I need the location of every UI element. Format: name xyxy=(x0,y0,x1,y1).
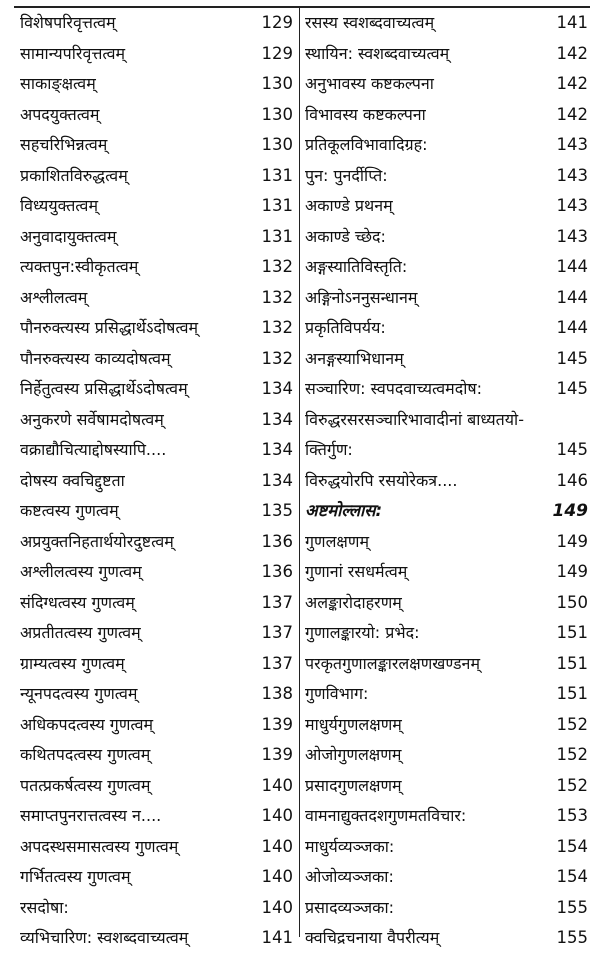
toc-entry-title: पौनरुक्त्यस्य काव्यदोषत्वम् xyxy=(20,348,171,368)
toc-entry-title: प्रतिकूलविभावादिग्रह: xyxy=(305,135,428,154)
toc-entry-title: प्रकृतिविपर्यय: xyxy=(305,318,386,337)
toc-entry-page-number: 143 xyxy=(556,196,588,215)
toc-entry xyxy=(305,100,588,131)
toc-entry-page-number: 142 xyxy=(556,43,588,63)
toc-entry-page-number: 155 xyxy=(556,897,588,917)
toc-entry-page-number: 149 xyxy=(552,501,588,521)
toc-entry-page-number: 136 xyxy=(261,562,293,581)
toc-entry xyxy=(305,557,588,588)
toc-entry-page-number: 144 xyxy=(556,318,588,337)
toc-entry xyxy=(20,313,293,344)
toc-entry-title: निर्हेतुत्वस्य प्रसिद्धार्थेऽदोषत्वम् xyxy=(20,379,188,398)
toc-entry-page-number: 141 xyxy=(556,13,588,32)
toc-entry-page-number: 143 xyxy=(556,226,588,246)
toc-entry xyxy=(20,374,293,405)
toc-entry xyxy=(20,771,293,802)
toc-entry-page-number: 140 xyxy=(261,867,293,886)
toc-left-column xyxy=(20,8,293,954)
toc-entry-page-number: 132 xyxy=(261,318,293,337)
toc-entry-title: अनुकरणे सर्वेषामदोषत्वम् xyxy=(20,409,164,429)
toc-entry-title: साकाङ्क्षत्वम् xyxy=(20,74,96,93)
toc-entry xyxy=(305,435,588,466)
toc-entry-page-number: 136 xyxy=(261,531,293,551)
toc-entry xyxy=(20,496,293,527)
toc-entry-title: अकाण्डे प्रथनम् xyxy=(305,196,393,215)
toc-entry xyxy=(305,466,588,497)
toc-entry xyxy=(20,130,293,161)
toc-entry-title: अप्रयुक्तनिहतार्थयोरदुष्टत्वम् xyxy=(20,531,174,551)
toc-entry-page-number: 129 xyxy=(261,13,293,32)
toc-entry xyxy=(305,710,588,741)
toc-entry-title: विध्ययुक्तत्वम् xyxy=(20,196,99,215)
toc-entry-title: अकाण्डे च्छेद: xyxy=(305,226,386,246)
toc-entry-page-number: 132 xyxy=(261,257,293,276)
toc-entry-title: ओजोगुणलक्षणम् xyxy=(305,745,402,764)
toc-entry-page-number: 143 xyxy=(556,165,588,185)
toc-entry-title: गर्भितत्वस्य गुणत्वम् xyxy=(20,867,131,886)
toc-entry xyxy=(305,588,588,619)
toc-entry-title: अनुवादायुक्तत्वम् xyxy=(20,226,117,246)
toc-entry-title: पतत्प्रकर्षत्वस्य गुणत्वम् xyxy=(20,775,151,795)
toc-entry-page-number: 135 xyxy=(261,501,293,520)
toc-entry xyxy=(20,344,293,375)
toc-entry-page-number: 141 xyxy=(261,928,293,947)
toc-entry-page-number: 140 xyxy=(261,806,293,825)
toc-entry-page-number: 140 xyxy=(261,897,293,917)
toc-entry-page-number: 130 xyxy=(261,74,293,93)
toc-entry-page-number: 134 xyxy=(261,470,293,490)
toc-entry-title: परकृतगुणालङ्कारलक्षणखण्डनम् xyxy=(305,653,481,673)
toc-entry-page-number: 151 xyxy=(556,623,588,642)
toc-entry-page-number: 137 xyxy=(261,592,293,612)
toc-entry-page-number: 155 xyxy=(556,928,588,947)
toc-entry-title: अङ्गस्यातिविस्तृति: xyxy=(305,257,408,276)
toc-entry-title: गुणलक्षणम् xyxy=(305,531,370,551)
toc-entry-title: रसस्य स्वशब्दवाच्यत्वम् xyxy=(305,13,435,32)
toc-entry xyxy=(20,283,293,314)
toc-entry-page-number: 137 xyxy=(261,653,293,673)
toc-entry-page-number: 132 xyxy=(261,287,293,307)
toc-entry xyxy=(305,69,588,100)
toc-entry xyxy=(305,771,588,802)
toc-entry xyxy=(20,679,293,710)
toc-entry-page-number: 142 xyxy=(556,74,588,93)
toc-entry-title: सामान्यपरिवृत्तत्वम् xyxy=(20,43,126,63)
toc-entry xyxy=(20,222,293,253)
toc-entry xyxy=(20,649,293,680)
toc-entry xyxy=(305,344,588,375)
toc-entry xyxy=(20,435,293,466)
column-divider xyxy=(299,8,300,937)
toc-entry xyxy=(20,923,293,954)
toc-entry xyxy=(305,283,588,314)
toc-entry-title: वक्राद्यौचित्याद्दोषस्यापि.... xyxy=(20,440,167,459)
toc-entry xyxy=(305,862,588,893)
toc-entry-page-number: 131 xyxy=(261,165,293,185)
toc-entry xyxy=(20,710,293,741)
toc-entry-page-number: 143 xyxy=(556,135,588,154)
toc-entry-page-number: 130 xyxy=(261,104,293,124)
toc-entry-title: समाप्तपुनरात्तत्वस्य न.... xyxy=(20,806,162,825)
toc-entry xyxy=(305,8,588,39)
toc-entry-title: ओजोव्यञ्जका: xyxy=(305,867,394,886)
toc-entry xyxy=(305,405,588,436)
toc-entry xyxy=(20,893,293,924)
toc-entry-title: माधुर्यगुणलक्षणम् xyxy=(305,714,402,734)
toc-entry xyxy=(20,191,293,222)
toc-entry xyxy=(20,39,293,70)
toc-entry-page-number: 150 xyxy=(556,592,588,612)
toc-entry-page-number: 144 xyxy=(556,287,588,307)
toc-entry xyxy=(305,740,588,771)
toc-entry-title: अनङ्गस्याभिधानम् xyxy=(305,348,404,368)
toc-entry xyxy=(20,405,293,436)
toc-entry xyxy=(305,923,588,954)
toc-entry-page-number: 129 xyxy=(261,43,293,63)
toc-entry-page-number: 137 xyxy=(261,623,293,642)
toc-entry xyxy=(305,130,588,161)
toc-entry-title: प्रसादव्यञ्जका: xyxy=(305,897,395,917)
toc-right-column xyxy=(305,8,588,954)
toc-entry xyxy=(20,527,293,558)
toc-entry-title: अप्रतीतत्वस्य गुणत्वम् xyxy=(20,623,141,642)
toc-entry-title: रसदोषा: xyxy=(20,897,69,917)
toc-entry-title: गुणालङ्कारयो: प्रभेद: xyxy=(305,623,420,642)
toc-entry-title: संदिग्धत्वस्य गुणत्वम् xyxy=(20,592,135,612)
toc-entry xyxy=(20,832,293,863)
toc-entry xyxy=(305,39,588,70)
toc-entry-page-number: 132 xyxy=(261,348,293,368)
toc-entry-page-number: 142 xyxy=(556,104,588,124)
toc-entry-title: गुणविभाग: xyxy=(305,684,369,703)
toc-entry-page-number: 131 xyxy=(261,226,293,246)
toc-entry xyxy=(305,618,588,649)
toc-entry-title: त्यक्तपुन:स्वीकृतत्वम् xyxy=(20,257,139,276)
toc-entry-title: अपदयुक्तत्वम् xyxy=(20,104,100,124)
toc-entry-page-number: 131 xyxy=(261,196,293,215)
toc-entry-title: अपदस्थसमासत्वस्य गुणत्वम् xyxy=(20,836,179,856)
toc-entry-page-number: 145 xyxy=(556,348,588,368)
toc-entry-title: सहचरिभिन्नत्वम् xyxy=(20,135,108,154)
toc-entry-page-number: 139 xyxy=(261,714,293,734)
toc-entry-title: अश्लीलत्वस्य गुणत्वम् xyxy=(20,562,142,581)
toc-entry-page-number: 154 xyxy=(556,867,588,886)
toc-entry-title: पुन: पुनर्दीप्ति: xyxy=(305,165,388,185)
toc-entry-title: कथितपदत्वस्य गुणत्वम् xyxy=(20,745,151,764)
toc-entry xyxy=(20,862,293,893)
toc-entry xyxy=(305,374,588,405)
toc-entry xyxy=(20,161,293,192)
toc-entry-title: क्वचिद्रचनाया वैपरीत्यम् xyxy=(305,928,440,947)
chapter-heading xyxy=(305,496,588,527)
toc-entry-page-number: 151 xyxy=(556,684,588,703)
toc-entry-page-number: 145 xyxy=(556,440,588,459)
toc-entry xyxy=(20,100,293,131)
toc-entry-title: व्यभिचारिण: स्वशब्दवाच्यत्वम् xyxy=(20,928,189,947)
toc-entry-page-number: 140 xyxy=(261,836,293,856)
toc-entry-title: विरुद्धरसरसञ्चारिभावादीनां बाध्यतयो- xyxy=(305,409,524,429)
toc-entry-title: सञ्चारिण: स्वपदवाच्यत्वमदोष: xyxy=(305,379,482,398)
toc-entry-page-number: 130 xyxy=(261,135,293,154)
toc-entry xyxy=(305,252,588,283)
toc-entry-title: अष्टमोल्लास: xyxy=(305,501,383,520)
toc-entry-page-number: 153 xyxy=(556,806,588,825)
toc-entry xyxy=(305,313,588,344)
toc-entry-title: अङ्गिनोऽननुसन्धानम् xyxy=(305,287,418,307)
toc-entry-page-number: 152 xyxy=(556,714,588,734)
toc-entry-title: अधिकपदत्वस्य गुणत्वम् xyxy=(20,714,154,734)
toc-entry-title: क्तिर्गुण: xyxy=(305,440,353,459)
toc-entry-page-number: 134 xyxy=(261,379,293,398)
toc-entry-title: अश्लीलत्वम् xyxy=(20,287,88,307)
toc-entry-title: प्रकाशितविरुद्धत्वम् xyxy=(20,165,128,185)
toc-entry xyxy=(20,69,293,100)
toc-entry-title: पौनरुक्त्यस्य प्रसिद्धार्थेऽदोषत्वम् xyxy=(20,318,199,337)
toc-entry xyxy=(305,649,588,680)
toc-entry-page-number: 138 xyxy=(261,684,293,703)
toc-entry xyxy=(305,832,588,863)
toc-entry-title: विशेषपरिवृत्तत्वम् xyxy=(20,13,116,32)
toc-entry xyxy=(20,801,293,832)
toc-entry xyxy=(20,252,293,283)
toc-entry-page-number: 146 xyxy=(556,470,588,490)
toc-entry xyxy=(305,527,588,558)
toc-entry-title: वामनाद्युक्तदशगुणमतविचार: xyxy=(305,806,467,825)
toc-entry-page-number: 152 xyxy=(556,745,588,764)
toc-entry-title: विभावस्य कष्टकल्पना xyxy=(305,104,426,124)
toc-entry-title: माधुर्यव्यञ्जका: xyxy=(305,836,395,856)
toc-entry-page-number: 139 xyxy=(261,745,293,764)
toc-entry xyxy=(305,679,588,710)
toc-entry xyxy=(305,191,588,222)
toc-entry-title: दोषस्य क्वचिद्दुष्टता xyxy=(20,470,125,490)
toc-entry-title: गुणानां रसधर्मत्वम् xyxy=(305,562,408,581)
toc-entry-page-number: 149 xyxy=(556,562,588,581)
toc-entry-page-number: 144 xyxy=(556,257,588,276)
toc-entry xyxy=(305,222,588,253)
toc-entry-page-number: 145 xyxy=(556,379,588,398)
toc-entry xyxy=(20,466,293,497)
toc-entry-title: विरुद्धयोरपि रसयोरेकत्र.... xyxy=(305,470,458,490)
toc-entry xyxy=(20,618,293,649)
toc-entry-page-number: 154 xyxy=(556,836,588,856)
toc-entry-page-number: 134 xyxy=(261,409,293,429)
toc-entry-page-number: 134 xyxy=(261,440,293,459)
toc-entry-title: स्थायिन: स्वशब्दवाच्यत्वम् xyxy=(305,43,450,63)
toc-entry xyxy=(305,893,588,924)
toc-entry xyxy=(305,801,588,832)
toc-entry-title: अलङ्कारोदाहरणम् xyxy=(305,592,402,612)
toc-entry-title: न्यूनपदत्वस्य गुणत्वम् xyxy=(20,684,138,703)
toc-entry-page-number: 151 xyxy=(556,653,588,673)
toc-entry-title: अनुभावस्य कष्टकल्पना xyxy=(305,74,434,93)
toc-entry xyxy=(20,740,293,771)
toc-entry-page-number: 149 xyxy=(556,531,588,551)
toc-entry-page-number: 152 xyxy=(556,775,588,795)
toc-entry xyxy=(20,557,293,588)
toc-entry xyxy=(20,588,293,619)
toc-entry xyxy=(20,8,293,39)
toc-entry xyxy=(305,161,588,192)
toc-entry-title: ग्राम्यत्वस्य गुणत्वम् xyxy=(20,653,125,673)
toc-entry-page-number: 140 xyxy=(261,775,293,795)
toc-entry-title: प्रसादगुणलक्षणम् xyxy=(305,775,402,795)
toc-entry-title: कष्टत्वस्य गुणत्वम् xyxy=(20,501,119,520)
